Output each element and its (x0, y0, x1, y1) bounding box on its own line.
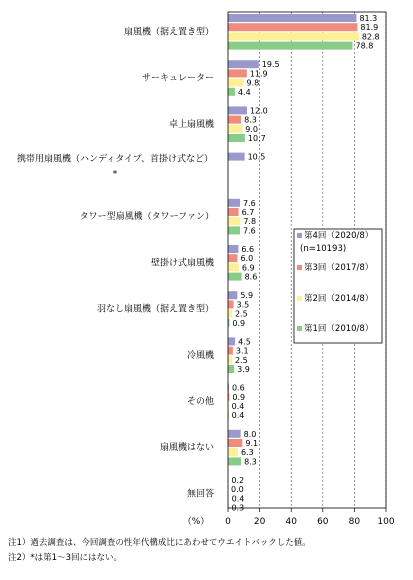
category-label-8: その他 (186, 397, 214, 407)
value-label-2-2: 9.0 (245, 124, 258, 134)
value-label-4-1: 6.7 (241, 208, 255, 217)
value-label-1-0: 19.5 (261, 60, 280, 70)
bar-4-3 (228, 226, 240, 234)
tick-label-100: 100 (377, 517, 395, 527)
value-label-10-3: 0.3 (231, 503, 245, 513)
bar-2-0 (228, 106, 247, 114)
bar-1-0 (228, 60, 259, 68)
value-label-9-3: 8.3 (244, 457, 257, 467)
value-label-6-1: 3.5 (236, 300, 250, 310)
bar-5-1 (228, 254, 237, 262)
legend-swatch-3 (297, 326, 302, 331)
footnote-1: 注1）過去調査は、今回調査の性年代構成比にあわせてウエイトバックした値。 (8, 538, 311, 548)
value-label-4-3: 7.6 (243, 226, 256, 236)
value-label-5-0: 6.6 (241, 245, 255, 254)
value-label-3-0: 10.5 (247, 152, 266, 162)
value-label-8-3: 0.4 (231, 411, 245, 421)
value-label-9-2: 6.3 (240, 448, 254, 458)
value-label-4-2: 7.8 (243, 217, 257, 227)
value-label-0-3: 78.8 (355, 41, 374, 51)
bar-0-2 (228, 32, 359, 40)
category-label-6: 羽なし扇風機（据え置き型） (96, 304, 214, 315)
value-label-5-2: 6.9 (241, 263, 255, 273)
legend-swatch-1 (297, 265, 302, 270)
category-asterisk-3: * (112, 169, 118, 180)
value-label-8-1: 0.9 (232, 392, 246, 402)
tick-label-40: 40 (285, 517, 297, 527)
value-label-10-1: 0.0 (231, 485, 244, 495)
value-label-6-2: 2.5 (234, 309, 248, 319)
bar-5-2 (228, 263, 239, 271)
bar-2-2 (228, 125, 242, 133)
value-label-7-1: 3.1 (235, 346, 249, 356)
category-label-2: 卓上扇風機 (168, 119, 214, 130)
value-label-4-0: 7.6 (243, 198, 256, 208)
bar-4-0 (228, 199, 240, 207)
value-label-2-3: 10.7 (247, 134, 266, 143)
value-label-8-2: 0.4 (231, 402, 245, 411)
legend-label-0: 第4回（2020/8） (304, 231, 374, 241)
bar-4-1 (228, 208, 239, 216)
value-label-9-0: 8.0 (243, 429, 257, 439)
category-label-3: 携帯用扇風機（ハンディタイプ、首掛け式など） (16, 154, 214, 165)
category-label-10: 無回答 (186, 489, 214, 500)
bar-1-2 (228, 79, 243, 87)
bar-1-3 (228, 88, 235, 96)
value-label-7-0: 4.5 (238, 337, 251, 347)
bar-9-0 (228, 430, 241, 438)
value-label-1-1: 11.9 (249, 69, 268, 79)
tick-label-80: 80 (348, 517, 361, 527)
value-label-10-0: 0.2 (231, 476, 245, 485)
bar-7-0 (228, 337, 235, 345)
bar-0-1 (228, 23, 357, 31)
bar-3-0 (228, 153, 245, 161)
bar-7-3 (228, 365, 234, 373)
legend-swatch-2 (297, 296, 302, 301)
value-label-8-0: 0.6 (231, 383, 245, 393)
bar-0-0 (228, 14, 356, 22)
tick-label-0: 0 (225, 517, 231, 527)
legend-swatch-0 (297, 233, 302, 238)
bar-2-1 (228, 116, 241, 124)
category-label-0: 扇風機（据え置き型） (123, 27, 214, 38)
value-label-0-1: 81.9 (360, 23, 379, 33)
bar-9-3 (228, 457, 241, 465)
bar-7-1 (228, 347, 233, 355)
category-label-4: タワー型扇風機（タワーファン） (79, 212, 214, 223)
value-label-6-0: 5.9 (240, 291, 254, 301)
bar-1-1 (228, 69, 247, 77)
value-label-1-3: 4.4 (237, 87, 251, 97)
bar-4-2 (228, 217, 240, 225)
bar-6-2 (228, 310, 232, 318)
value-label-9-1: 9.1 (245, 439, 259, 448)
value-label-2-0: 12.0 (249, 106, 268, 116)
bar-2-3 (228, 134, 245, 142)
legend-label-1: 第3回（2017/8） (304, 263, 374, 273)
value-label-6-3: 0.9 (232, 318, 246, 328)
bar-9-2 (228, 448, 238, 456)
category-label-5: 壁掛け式扇風機 (150, 258, 214, 269)
unit-label: （%） (182, 517, 210, 527)
value-label-0-2: 82.8 (361, 32, 380, 42)
bar-5-3 (228, 273, 242, 281)
tick-label-60: 60 (317, 517, 329, 527)
legend-label-3: 第1回（2010/8） (304, 324, 374, 334)
legend-label-2: 第2回（2014/8） (304, 294, 374, 304)
bar-0-3 (228, 42, 353, 50)
bar-9-1 (228, 439, 242, 447)
value-label-5-3: 8.6 (244, 272, 258, 282)
value-label-0-0: 81.3 (359, 14, 378, 23)
value-label-2-1: 8.3 (244, 115, 257, 125)
value-label-10-2: 0.4 (231, 494, 245, 504)
bar-6-1 (228, 300, 234, 308)
legend-sublabel-0: (n=10193) (300, 244, 347, 254)
value-label-1-2: 9.8 (246, 78, 260, 88)
legend (294, 229, 382, 343)
value-label-5-1: 6.0 (240, 254, 254, 264)
category-label-1: サーキュレーター (141, 73, 214, 84)
value-label-7-3: 3.9 (237, 365, 250, 374)
bar-6-0 (228, 291, 237, 299)
bar-7-2 (228, 356, 232, 364)
category-label-9: 扇風機はない (159, 443, 214, 454)
category-label-7: 冷風機 (186, 350, 214, 361)
value-label-7-2: 2.5 (234, 355, 248, 365)
bar-5-0 (228, 245, 238, 253)
footnote-2: 注2）*は第1～3回にはない。 (8, 553, 122, 563)
tick-label-20: 20 (253, 517, 266, 527)
